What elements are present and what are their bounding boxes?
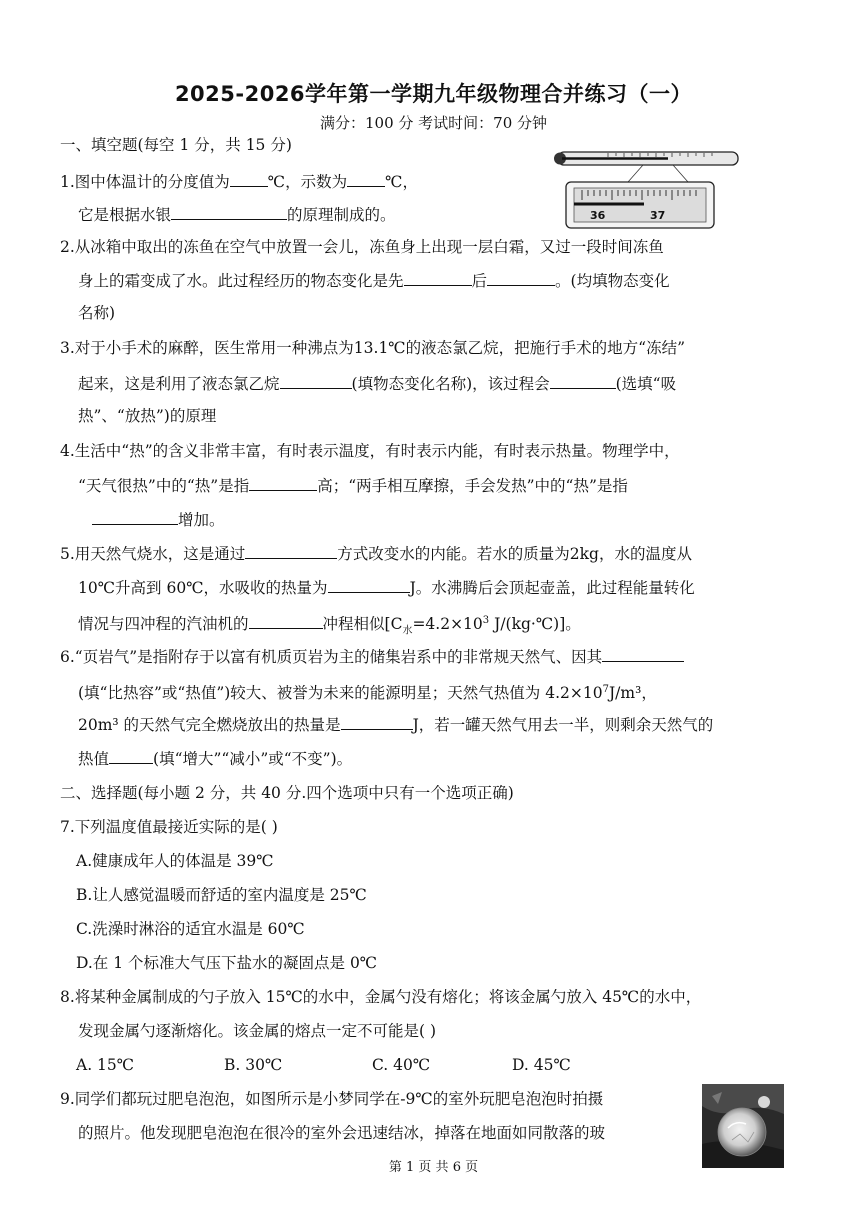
question-3-line-3: 热”、“放热”)的原理 bbox=[78, 407, 217, 425]
question-6-line-3: 20m³ 的天然气完全燃烧放出的热量是 J，若一罐天然气用去一半，则剩余天然气的 bbox=[78, 716, 714, 734]
answer-blank[interactable] bbox=[249, 613, 323, 629]
question-2-line-3: 名称) bbox=[78, 304, 116, 322]
question-7-option-a[interactable]: A.健康成年人的体温是 39℃ bbox=[76, 852, 274, 870]
question-8-option-d[interactable]: D. 45℃ bbox=[512, 1056, 571, 1074]
answer-blank[interactable] bbox=[602, 646, 684, 662]
question-4-line-2: “天气很热”中的“热”是指 高；“两手相互摩擦，手会发热”中的“热”是指 bbox=[78, 477, 628, 495]
question-3-line-1: 3.对于小手术的麻醉，医生常用一种沸点为13.1℃的液态氯乙烷，把施行手术的地方“冻结” bbox=[60, 339, 685, 357]
question-5-line-1: 5.用天然气烧水，这是通过 方式改变水的内能。若水的质量为2kg，水的温度从 bbox=[60, 545, 692, 563]
thermometer-figure bbox=[548, 146, 752, 232]
answer-blank[interactable] bbox=[341, 714, 413, 730]
question-1-line-2: 它是根据水银 的原理制成的。 bbox=[78, 206, 396, 224]
question-6-line-4: 热值 (填“增大”“减小”或“不变”)。 bbox=[78, 750, 353, 768]
page-title: 2025-2026学年第一学期九年级物理合并练习（一） bbox=[174, 82, 693, 106]
answer-blank[interactable] bbox=[550, 373, 616, 389]
question-5-line-2: 10℃升高到 60℃，水吸收的热量为 J。水沸腾后会顶起壶盖，此过程能量转化 bbox=[78, 579, 695, 597]
question-9-line-1: 9.同学们都玩过肥皂泡泡，如图所示是小梦同学在-9℃的室外玩肥皂泡泡时拍摄 bbox=[60, 1090, 604, 1108]
question-7-option-d[interactable]: D.在 1 个标准大气压下盐水的凝固点是 0℃ bbox=[76, 954, 378, 972]
question-4-line-3: 增加。 bbox=[92, 509, 225, 530]
question-7-option-c[interactable]: C.洗澡时淋浴的适宜水温是 60℃ bbox=[76, 920, 305, 938]
question-2-line-1: 2.从冰箱中取出的冻鱼在空气中放置一会儿，冻鱼身上出现一层白霜，又过一段时间冻鱼 bbox=[60, 238, 664, 256]
question-6-line-1: 6.“页岩气”是指附存于以富有机质页岩为主的储集岩系中的非常规天然气、因其 bbox=[60, 646, 684, 667]
question-7-option-b[interactable]: B.让人感觉温暖而舒适的室内温度是 25℃ bbox=[76, 886, 367, 904]
answer-blank[interactable] bbox=[92, 509, 178, 525]
thermometer-scale-37: 37 bbox=[650, 209, 666, 222]
question-8-line-1: 8.将某种金属制成的勺子放入 15℃的水中，金属勺没有熔化；将该金属勺放入 45℃的水中， bbox=[60, 988, 702, 1006]
question-8-option-c[interactable]: C. 40℃ bbox=[372, 1056, 431, 1074]
thermometer-scale-36: 36 bbox=[590, 209, 606, 222]
answer-blank[interactable] bbox=[347, 171, 385, 187]
question-8-option-a[interactable]: A. 15℃ bbox=[76, 1056, 135, 1074]
answer-blank[interactable] bbox=[171, 204, 287, 220]
answer-blank[interactable] bbox=[487, 270, 555, 286]
answer-blank[interactable] bbox=[109, 748, 153, 764]
question-2-line-2: 身上的霜变成了水。此过程经历的物态变化是先 后 。(均填物态变化 bbox=[78, 272, 670, 290]
answer-blank[interactable] bbox=[404, 270, 472, 286]
answer-blank[interactable] bbox=[245, 543, 337, 559]
answer-blank[interactable] bbox=[328, 577, 410, 593]
question-5-line-3: 情况与四冲程的汽油机的 冲程相似[$C_水=4.2\times 10^3$ J/(kg·℃)]。 bbox=[78, 615, 581, 637]
question-8-option-b[interactable]: B. 30℃ bbox=[224, 1056, 283, 1074]
question-3-line-2: 起来，这是利用了液态氯乙烷 (填物态变化名称)，该过程会 (选填“吸 bbox=[78, 375, 677, 393]
answer-blank[interactable] bbox=[249, 475, 317, 491]
question-6-line-2: (填“比热容”或“热值”)较大、被誉为未来的能源明星；天然气热值为 $4.2\times 10^7J/m^3$， bbox=[78, 684, 657, 703]
exam-info: 满分：100 分 考试时间：70 分钟 bbox=[319, 114, 548, 132]
question-1-line-1: 1.图中体温计的分度值为 ℃，示数为 ℃， bbox=[60, 173, 418, 191]
answer-blank[interactable] bbox=[280, 373, 352, 389]
section-heading-choice: 二、选择题(每小题 2 分，共 40 分.四个选项中只有一个选项正确) bbox=[60, 784, 514, 802]
answer-blank[interactable] bbox=[230, 171, 268, 187]
question-9-line-2: 的照片。他发现肥皂泡泡在很冷的室外会迅速结冰，掉落在地面如同散落的玻 bbox=[78, 1124, 606, 1142]
page-footer: 第 1 页 共 6 页 bbox=[388, 1160, 479, 1175]
question-8-line-2: 发现金属勺逐渐熔化。该金属的熔点一定不可能是( ) bbox=[78, 1022, 437, 1040]
section-heading-fill-in: 一、填空题(每空 1 分，共 15 分) bbox=[60, 136, 292, 154]
question-4-line-1: 4.生活中“热”的含义非常丰富，有时表示温度，有时表示内能，有时表示热量。物理学中， bbox=[60, 442, 680, 460]
question-7-stem: 7.下列温度值最接近实际的是( ) bbox=[60, 818, 278, 836]
